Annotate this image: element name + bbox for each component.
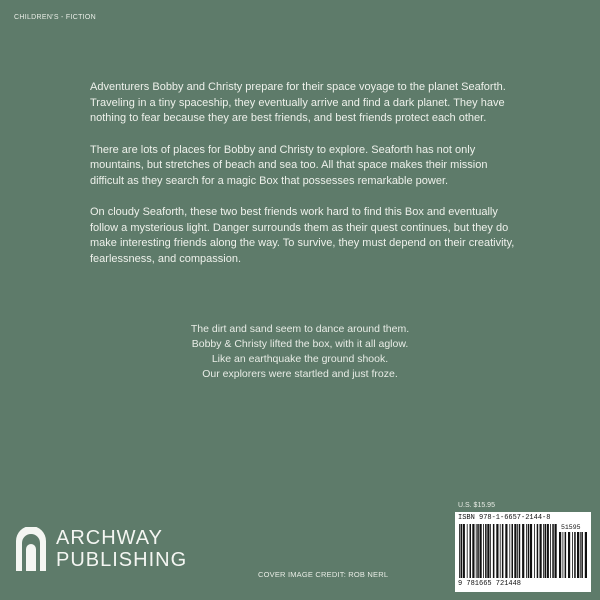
- poem-line-1: The dirt and sand seem to dance around them.: [190, 323, 410, 335]
- ean13-number: 9 781665 721448: [458, 580, 522, 588]
- category-label: CHILDREN'S - FICTION: [14, 14, 97, 21]
- isbn-number: ISBN 978-1-6657-2144-8: [458, 514, 551, 522]
- ean13-bars: [459, 524, 557, 578]
- isbn-barcode: [455, 512, 591, 592]
- blurb-paragraph-1: Adventurers Bobby and Christy prepare for their space voyage to the planet Seaforth. Traveling in a tiny spaceship, they eventually arrive and find a dark planet. They have nothing to fear because they are best friends, and best friends protect each other.: [90, 81, 506, 124]
- poem-line-2: Bobby & Christy lifted the box, with it all aglow.: [191, 338, 409, 350]
- publisher-name-line-1: ARCHWAY: [56, 527, 163, 549]
- addon-bars: [559, 532, 587, 578]
- price-addon-code: 51595: [561, 524, 581, 531]
- blurb-paragraph-2: There are lots of places for Bobby and Christy to explore. Seaforth has not only mountains, but stretches of beach and sea too. All that space makes their mission difficult as they search for a magic Box that possesses remarkable power.: [90, 143, 488, 187]
- blurb-paragraph-3: On cloudy Seaforth, these two best friends work hard to find this Box and eventually follow a mysterious light. Danger surrounds them as their quest continues, but they do make interesting friends along the way. To survive, they must depend on their creativity, fearlessness, and compassion.: [90, 206, 515, 265]
- poem-line-4: Our explorers were startled and just froze.: [202, 368, 398, 380]
- price-label: U.S. $15.95: [458, 502, 495, 509]
- archway-logo-icon: [14, 527, 48, 571]
- publisher-name-line-2: PUBLISHING: [56, 549, 188, 571]
- back-cover-blurb: [90, 80, 520, 283]
- poem-line-3: Like an earthquake the ground shook.: [211, 353, 389, 365]
- cover-image-credit: COVER IMAGE CREDIT: ROB NERL: [258, 570, 389, 579]
- poem-excerpt: [100, 322, 500, 382]
- publisher-logo: [14, 527, 187, 571]
